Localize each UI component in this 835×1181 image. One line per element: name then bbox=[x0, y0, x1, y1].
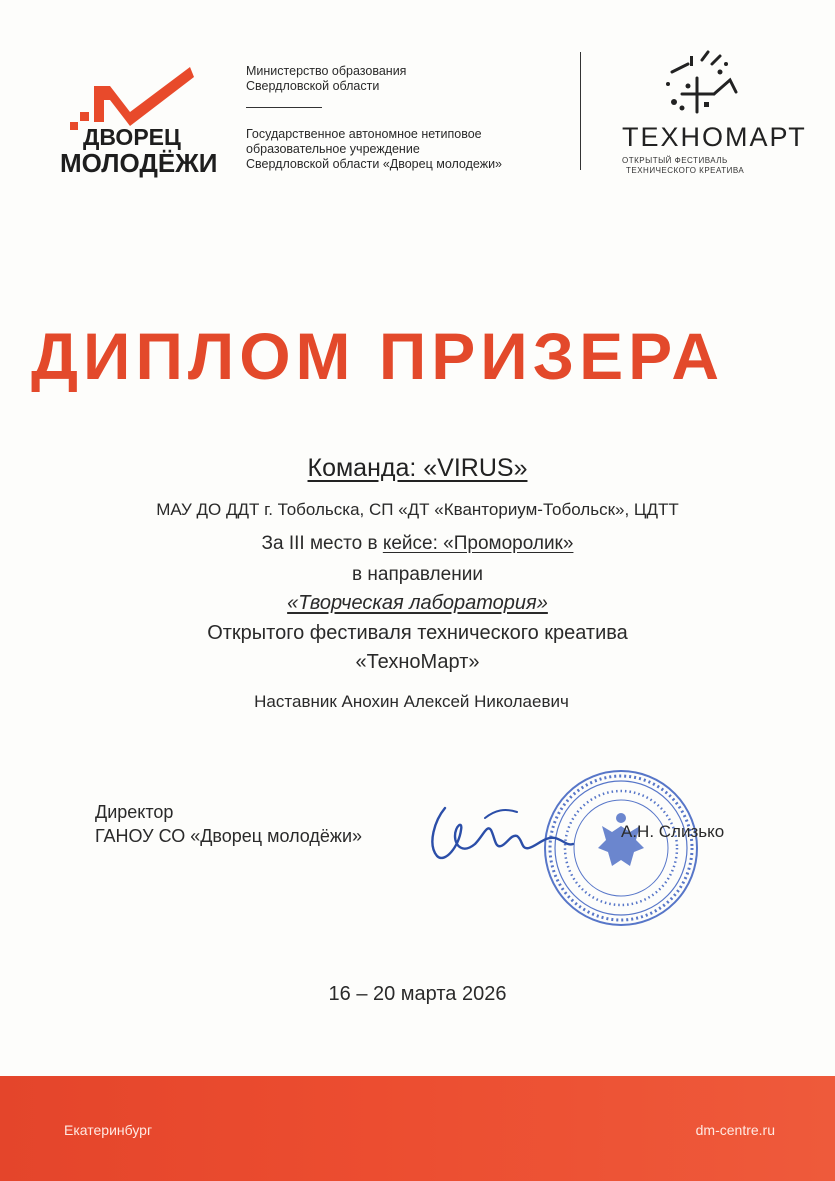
signer-name: А.Н. Слизько bbox=[621, 822, 725, 841]
divider bbox=[246, 107, 322, 108]
institution-line: образовательное учреждение bbox=[246, 142, 420, 156]
ministry-text bbox=[246, 64, 406, 94]
organization: МАУ ДО ДДТ г. Тобольска, СП «ДТ «Кванториум-Тобольск», ЦДТТ bbox=[156, 500, 679, 519]
institution-line: Свердловской области «Дворец молодежи» bbox=[246, 157, 503, 171]
director-title bbox=[95, 800, 362, 848]
ministry-line: Свердловской области bbox=[246, 79, 380, 93]
event-date: 16 – 20 марта 2026 bbox=[328, 983, 507, 1005]
institution-text bbox=[246, 127, 502, 172]
technomart-subtitle-1: ОТКРЫТЫЙ ФЕСТИВАЛЬ bbox=[622, 156, 728, 165]
footer-website[interactable]: dm-centre.ru bbox=[695, 1122, 775, 1138]
place-line bbox=[0, 533, 835, 555]
mentor: Наставник Анохин Алексей Николаевич bbox=[254, 692, 569, 711]
logo-text-line2: МОЛОДЁЖИ bbox=[60, 148, 218, 178]
technomart-mark-icon bbox=[612, 50, 792, 122]
diploma-title: ДИПЛОМ ПРИЗЕРА bbox=[30, 319, 724, 393]
team-name bbox=[0, 454, 835, 483]
director-title-line2: ГАНОУ СО «Дворец молодёжи» bbox=[95, 826, 363, 846]
team-text: Команда: «VIRUS» bbox=[307, 454, 528, 482]
direction-name-text: «Творческая лаборатория» bbox=[287, 592, 548, 614]
ministry-line: Министерство образования bbox=[246, 64, 407, 78]
signature bbox=[425, 800, 575, 880]
logo-text-line1: ДВОРЕЦ bbox=[83, 124, 181, 150]
technomart-logo bbox=[612, 50, 807, 180]
vertical-divider bbox=[580, 52, 581, 170]
technomart-subtitle-2: ТЕХНИЧЕСКОГО КРЕАТИВА bbox=[626, 166, 745, 175]
festival-line-1: Открытого фестиваля технического креатива bbox=[207, 622, 628, 644]
institution-line: Государственное автономное нетиповое bbox=[246, 127, 482, 141]
director-title-line1: Директор bbox=[95, 802, 174, 822]
case-name: кейсе: «Проморолик» bbox=[382, 533, 574, 554]
festival-line-2: «ТехноМарт» bbox=[355, 651, 480, 673]
technomart-wordmark: ТЕХНОМАРТ bbox=[622, 122, 807, 152]
place-prefix: За III место в bbox=[261, 533, 383, 554]
direction-label: в направлении bbox=[352, 564, 483, 585]
dvorets-molodezhi-logo bbox=[58, 64, 218, 179]
footer-city: Екатеринбург bbox=[64, 1122, 153, 1138]
direction-name bbox=[0, 592, 835, 615]
